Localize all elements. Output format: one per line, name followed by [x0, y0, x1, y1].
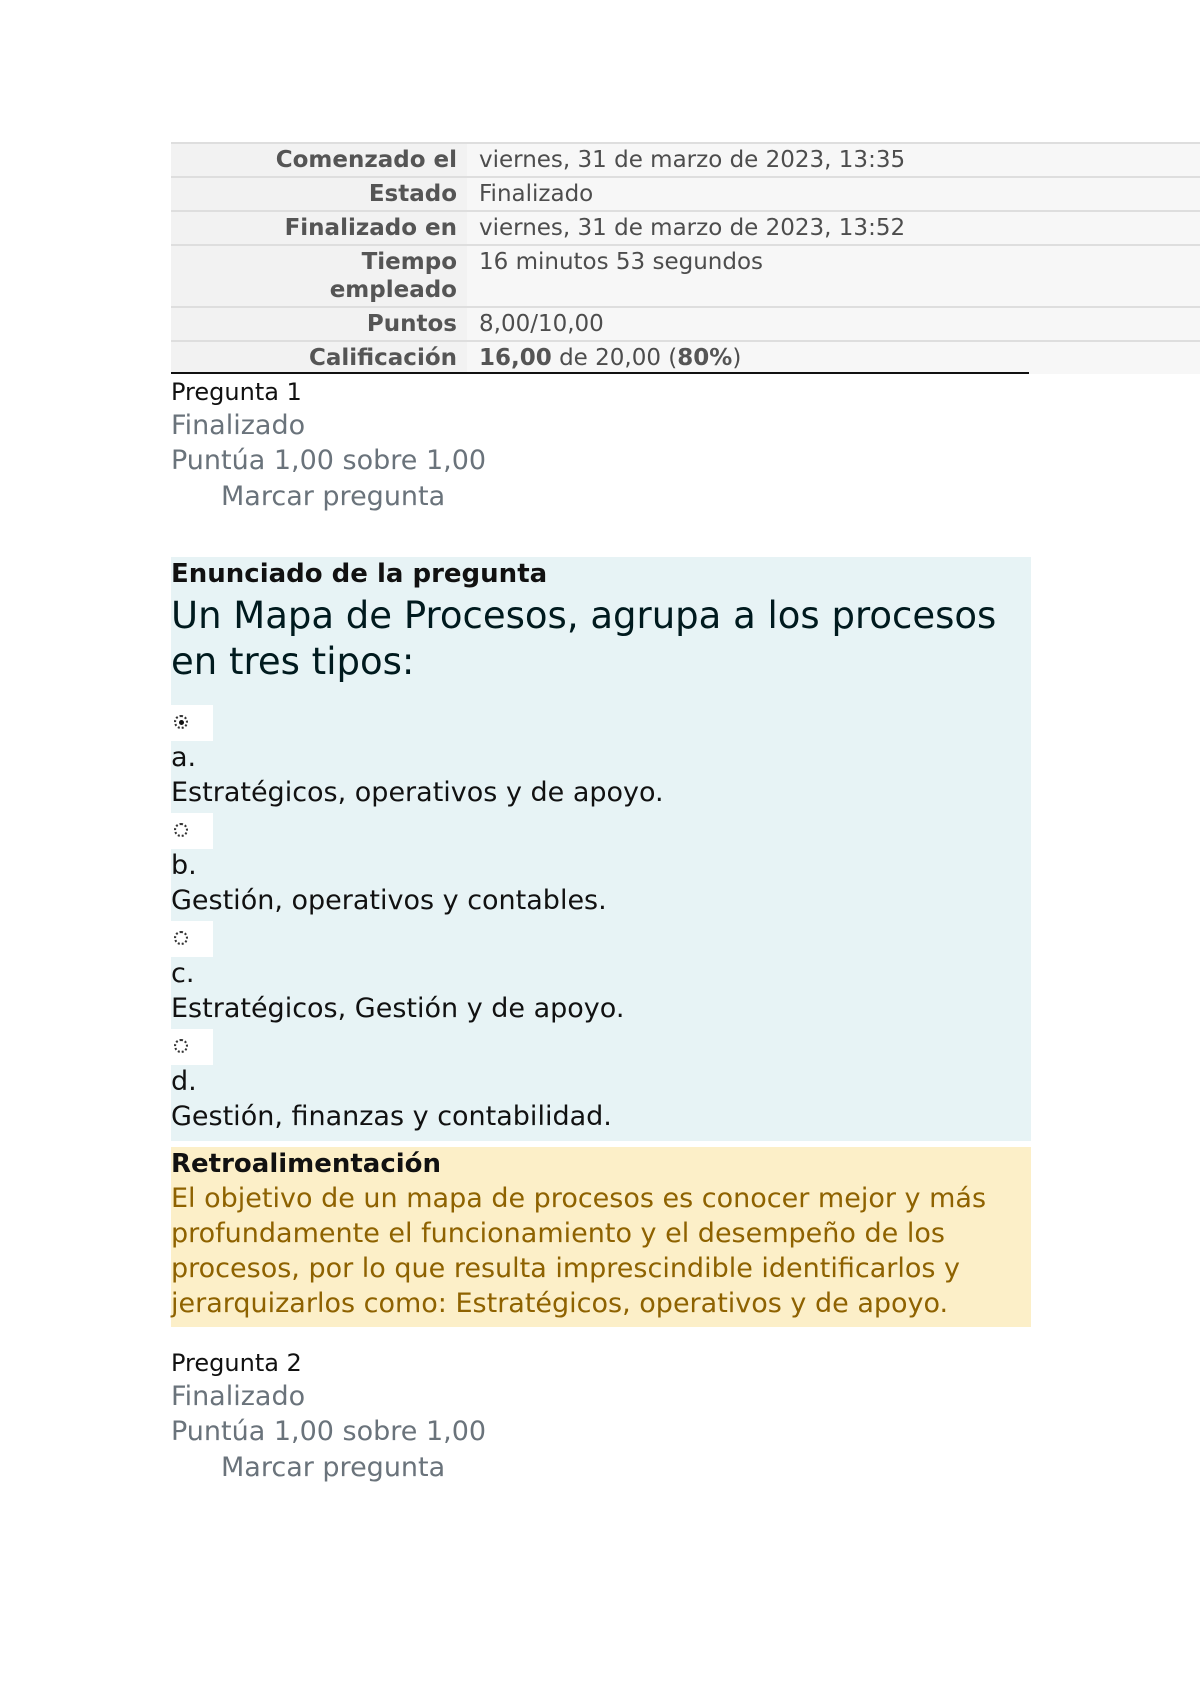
summary-label: Calificación [171, 341, 467, 374]
quiz-review-page [171, 142, 1200, 1486]
option-letter: d. [171, 1066, 197, 1097]
question-grade: Puntúa 1,00 sobre 1,00 [171, 1416, 487, 1447]
summary-label: Comenzado el [171, 143, 467, 177]
summary-label: Puntos [171, 307, 467, 341]
grade-middle: de 20,00 ( [551, 345, 678, 371]
grade-percent: 80% [677, 345, 733, 371]
answer-option-b[interactable] [171, 813, 1031, 919]
radio-button[interactable] [171, 813, 213, 849]
answer-option-a[interactable] [171, 705, 1031, 811]
option-letter: c. [171, 958, 195, 989]
summary-label: Estado [171, 177, 467, 211]
grade-end: ) [732, 345, 742, 371]
question-state: Finalizado [171, 410, 306, 441]
summary-value: 16 minutos 53 segundos [467, 245, 1200, 307]
question-grade: Puntúa 1,00 sobre 1,00 [171, 445, 487, 476]
formulation-heading: Enunciado de la pregunta [171, 559, 548, 589]
radio-unchecked-icon [174, 823, 188, 837]
summary-value: 8,00/10,00 [467, 307, 1200, 341]
feedback-text: El objetivo de un mapa de procesos es conocer mejor y más profundamente el funcionamiento y el desempeño de los procesos, por lo que resulta imprescindible identificarlos y jerarquizarlos como: Estratégicos, operativos y de apoyo. [171, 1183, 987, 1319]
summary-row-started [171, 143, 1200, 177]
radio-unchecked-icon [174, 931, 188, 945]
question-1-info [171, 376, 1200, 515]
attempt-summary [171, 142, 1200, 374]
summary-row-points [171, 307, 1200, 341]
summary-row-time-taken [171, 245, 1200, 307]
flag-question-link[interactable]: Marcar pregunta [221, 481, 446, 512]
flag-question-link[interactable]: Marcar pregunta [221, 1452, 446, 1483]
summary-row-finished [171, 211, 1200, 245]
question-number: Pregunta 1 [171, 378, 302, 406]
feedback-heading: Retroalimentación [171, 1149, 442, 1179]
summary-value: viernes, 31 de marzo de 2023, 13:52 [467, 211, 1200, 245]
option-text: Estratégicos, Gestión y de apoyo. [171, 993, 625, 1024]
summary-row-grade [171, 341, 1200, 374]
radio-button[interactable] [171, 921, 213, 957]
option-text: Gestión, finanzas y contabilidad. [171, 1101, 612, 1132]
radio-unchecked-icon [174, 1039, 188, 1053]
answer-option-c[interactable] [171, 921, 1031, 1027]
option-text: Estratégicos, operativos y de apoyo. [171, 777, 664, 808]
summary-label: Tiempo empleado [171, 245, 467, 307]
question-2-info [171, 1347, 1200, 1486]
summary-value: Finalizado [467, 177, 1200, 211]
summary-label: Finalizado en [171, 211, 467, 245]
question-state: Finalizado [171, 1381, 306, 1412]
summary-row-state [171, 177, 1200, 211]
radio-button[interactable] [171, 1029, 213, 1065]
question-1-formulation [171, 557, 1031, 1141]
summary-divider [171, 372, 1029, 374]
option-letter: b. [171, 850, 197, 881]
radio-button[interactable] [171, 705, 213, 741]
question-1-feedback [171, 1147, 1031, 1327]
question-text: Un Mapa de Procesos, agrupa a los procesos en tres tipos: [171, 594, 997, 683]
radio-checked-icon [174, 715, 188, 729]
answer-option-d[interactable] [171, 1029, 1031, 1135]
option-text: Gestión, operativos y contables. [171, 885, 607, 916]
option-letter: a. [171, 742, 197, 773]
question-number: Pregunta 2 [171, 1349, 302, 1377]
attempt-summary-table [171, 142, 1200, 374]
summary-grade-value [467, 341, 1200, 374]
grade-score: 16,00 [479, 345, 552, 371]
summary-value: viernes, 31 de marzo de 2023, 13:35 [467, 143, 1200, 177]
